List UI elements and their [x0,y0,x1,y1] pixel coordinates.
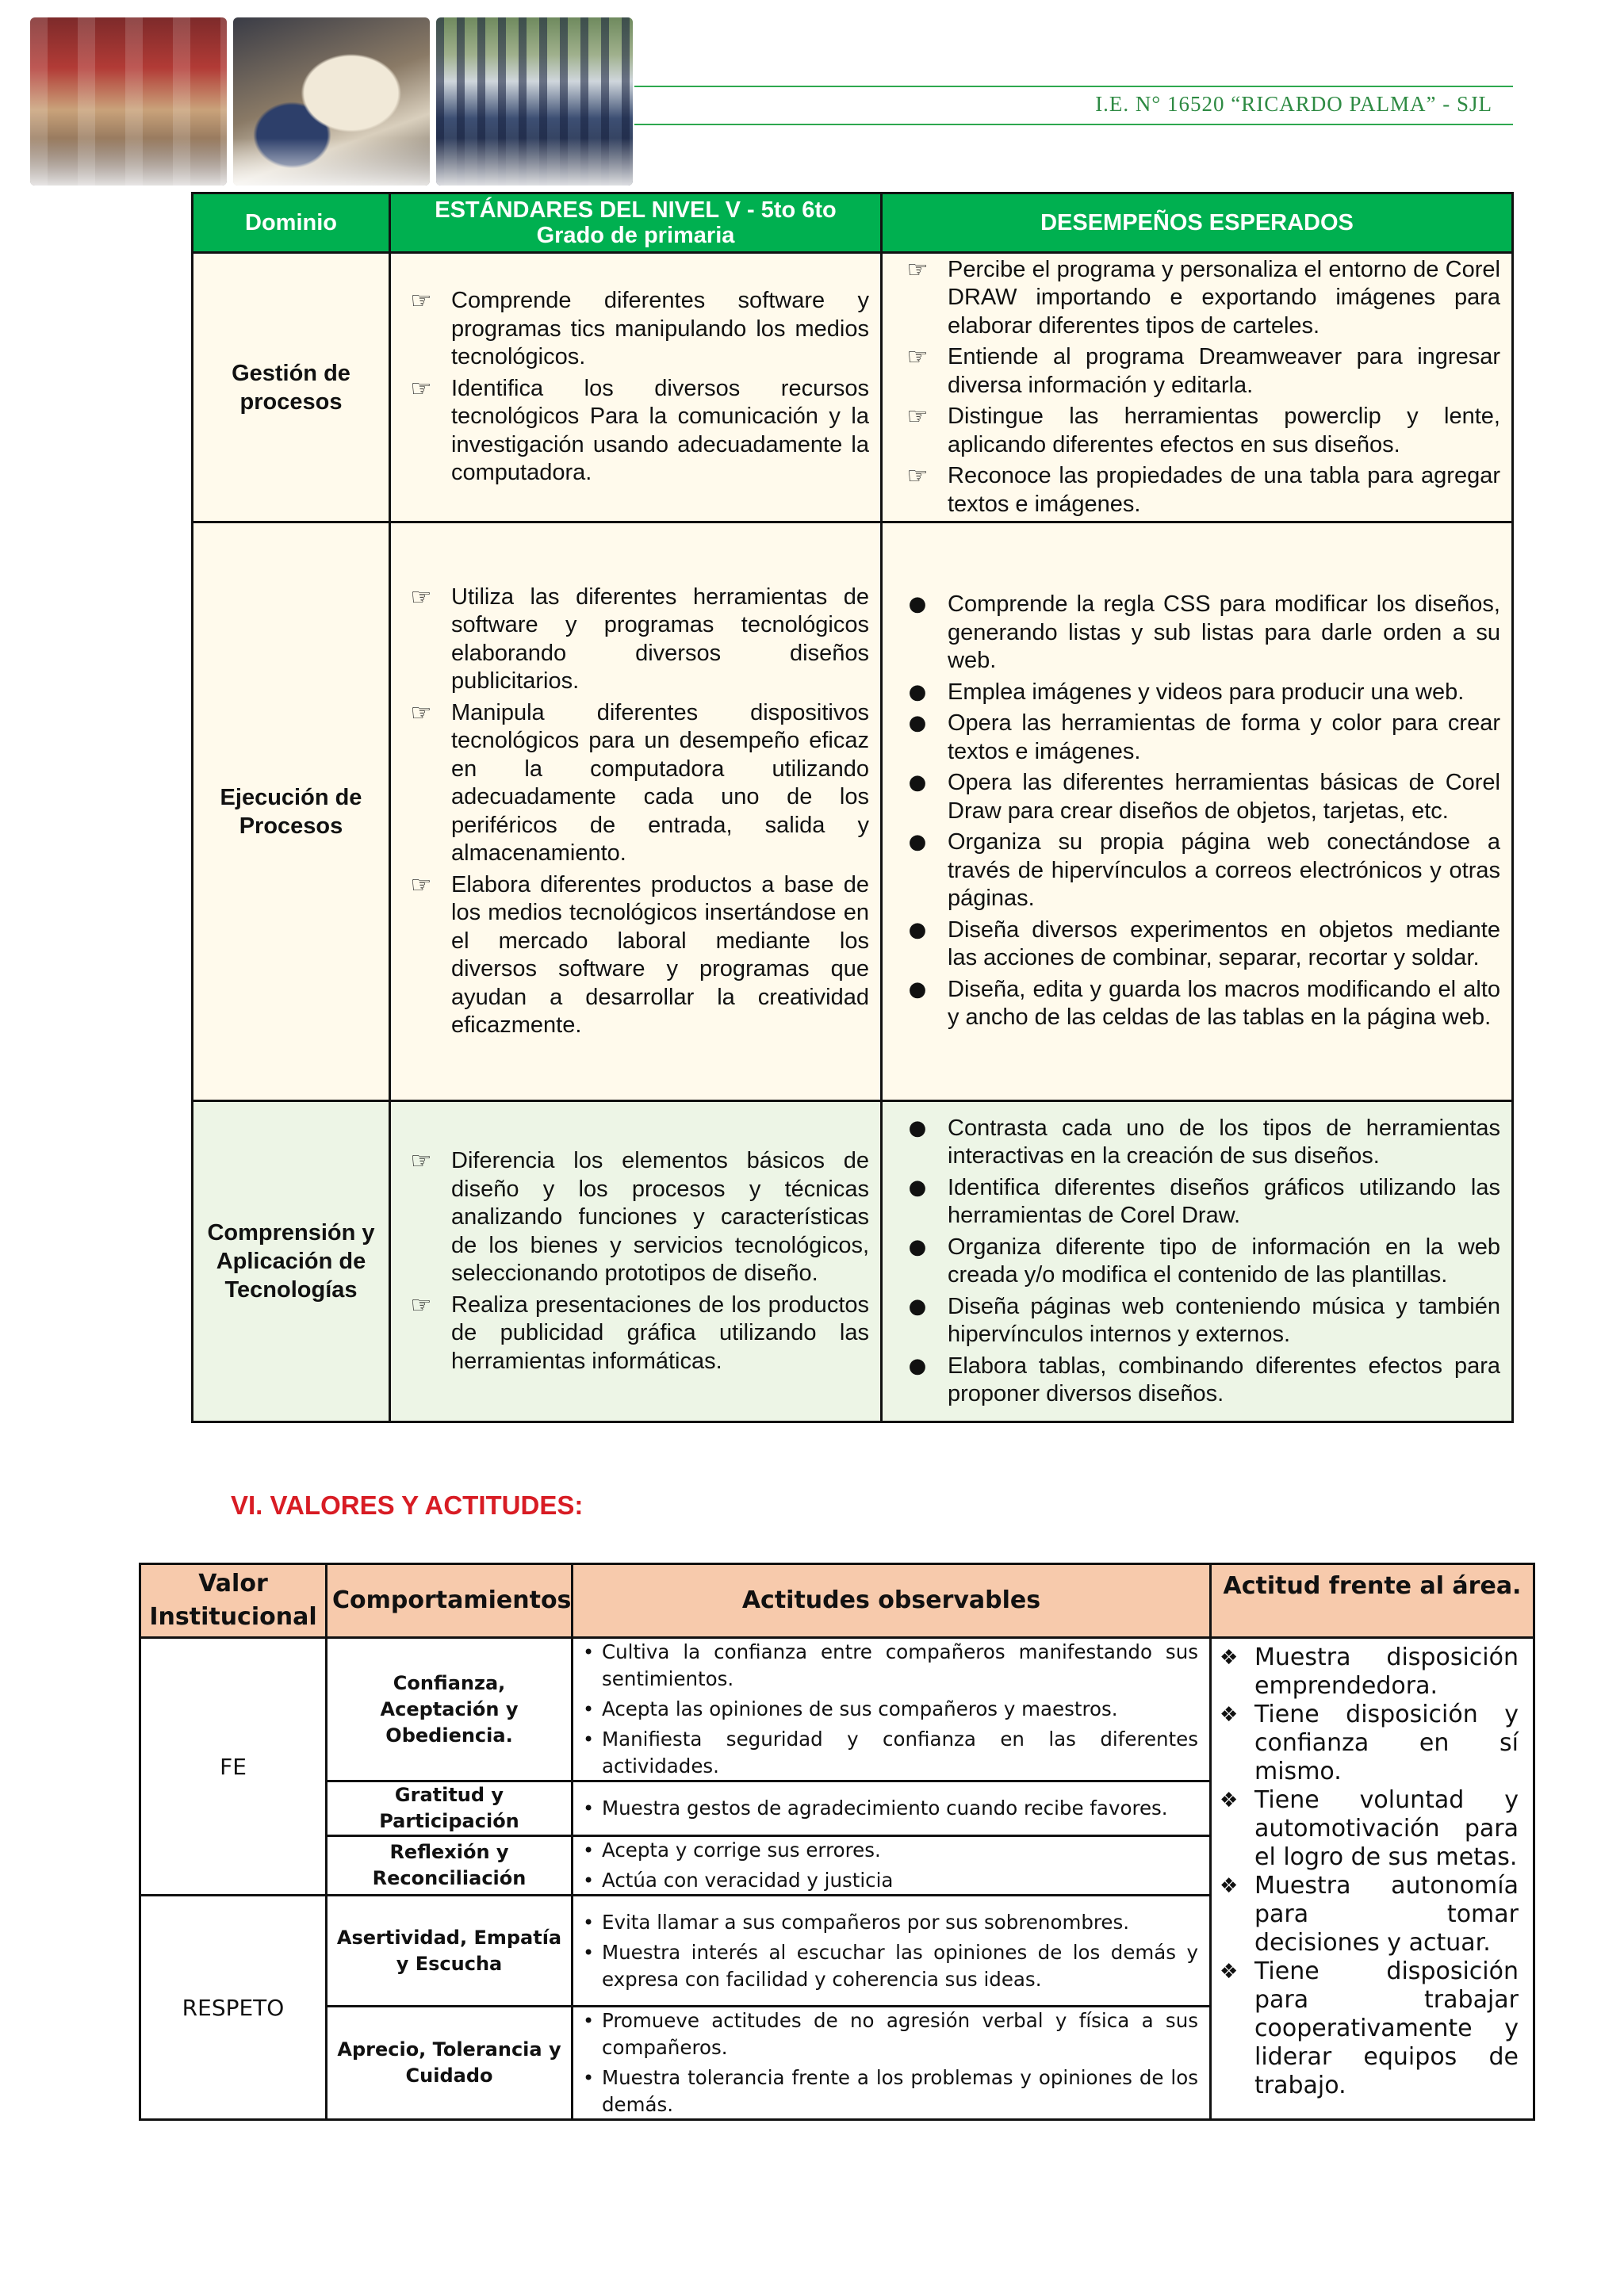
observable-cell [573,1638,1211,1781]
attitude-item: ❖ Muestra autonomía para tomar decisiones y actuar. [1218,1872,1519,1957]
performances-cell [882,1101,1513,1422]
school-name: I.E. N° 16520 “RICARDO PALMA” - SJL [1095,92,1492,116]
bullet-icon: ● [908,1115,927,1140]
standard-item: ☞ Diferencia los elementos básicos de diseño y los procesos y técnicas analizando funciones y características de los bienes y servicios tecnológicos, seleccionando prototipos de diseño. [400,1147,869,1288]
observable-item: • Evita llamar a sus compañeros por sus sobrenombres. [580,1909,1198,1936]
observable-item: • Acepta y corrige sus errores. [580,1837,1198,1864]
performance-item: ☞ Reconoce las propiedades de una tabla para agregar textos e imágenes. [897,462,1500,519]
performance-item: ☞ Entiende al programa Dreamweaver para ingresar diversa información y editarla. [897,343,1500,400]
observable-item: • Cultiva la confianza entre compañeros manifestando sus sentimientos. [580,1639,1198,1693]
bullet-icon: ● [908,1234,927,1259]
performance-item: ● Diseña diversos experimentos en objetos mediante las acciones de combinar, separar, recortar y soldar. [897,916,1500,973]
students-writing-photo [233,17,430,186]
header-photo-strip [30,17,633,186]
pointing-hand-icon: ☞ [906,255,929,284]
values-table [139,1563,1535,2121]
header-value: Valor Institucional [140,1564,327,1638]
behavior-cell: Aprecio, Tolerancia y Cuidado [327,2007,573,2120]
attitude-item: ❖ Muestra disposición emprendedora. [1218,1644,1519,1701]
competency-row [193,253,1513,522]
pointing-hand-icon: ☞ [410,1147,432,1175]
performance-item: ● Comprende la regla CSS para modificar los diseños, generando listas y sub listas para darle orden a su web. [897,591,1500,675]
standards-cell [390,522,882,1101]
performance-item: ● Diseña páginas web conteniendo música y también hipervínculos internos y externos. [897,1293,1500,1349]
header-performances: DESEMPEÑOS ESPERADOS [882,193,1513,253]
attitude-item: ❖ Tiene voluntad y automotivación para el logro de sus metas. [1218,1786,1519,1872]
section-title: VI. VALORES Y ACTITUDES: [231,1490,584,1520]
bullet-icon: ● [908,977,927,1001]
competencies-header-row [193,193,1513,253]
bullet-icon: ● [908,771,927,795]
competency-row [193,522,1513,1101]
domain-cell: Ejecución de Procesos [193,522,390,1101]
domain-cell: Comprensión y Aplicación de Tecnologías [193,1101,390,1422]
observable-cell [573,2007,1211,2120]
pointing-hand-icon: ☞ [410,374,432,403]
behavior-cell: Reflexión y Reconciliación [327,1836,573,1896]
observable-item: • Muestra tolerancia frente a los problemas y opiniones de los demás. [580,2064,1198,2118]
values-row [140,1638,1534,1781]
behavior-cell: Gratitud y Participación [327,1781,573,1836]
standards-cell [390,253,882,522]
header-behaviors: Comportamientos [327,1564,573,1638]
standard-item: ☞ Utiliza las diferentes herramientas de software y programas tecnológicos elaborando diversos diseños publicitarios. [400,584,869,696]
performance-item: ☞ Distingue las herramientas powerclip y lente, aplicando diferentes efectos en sus diseños. [897,403,1500,459]
performance-item: ● Opera las herramientas de forma y color para crear textos e imágenes. [897,710,1500,766]
header-domain: Dominio [193,193,390,253]
observable-cell [573,1781,1211,1836]
observable-item: • Acepta las opiniones de sus compañeros y maestros. [580,1696,1198,1723]
performance-item: ● Organiza su propia página web conectándose a través de hipervínculos a correos electrónicos y otras páginas. [897,828,1500,913]
attitude-item: ❖ Tiene disposición y confianza en sí mismo. [1218,1701,1519,1786]
header-attitude: Actitud frente al área. [1211,1564,1534,1638]
standard-item: ☞ Identifica los diversos recursos tecnológicos Para la comunicación y la investigación usando adecuadamente la computadora. [400,375,869,488]
pointing-hand-icon: ☞ [410,287,432,316]
bullet-icon: ● [908,1294,927,1318]
domain-cell: Gestión de procesos [193,253,390,522]
bullet-icon: ● [908,592,927,617]
standard-item: ☞ Realiza presentaciones de los productos de publicidad gráfica utilizando las herramientas informáticas. [400,1292,869,1376]
observable-item: • Actúa con veracidad y justicia [580,1867,1198,1894]
bullet-icon: ● [908,830,927,855]
standard-item: ☞ Manipula diferentes dispositivos tecnológicos para un desempeño eficaz en la computadora utilizando adecuadamente cada uno de los periféricos de entrada, salida y almacenamiento. [400,699,869,868]
pointing-hand-icon: ☞ [906,403,929,431]
header-observable: Actitudes observables [573,1564,1211,1638]
attitude-cell [1211,1638,1534,2120]
observable-item: • Manifiesta seguridad y confianza en las diferentes actividades. [580,1726,1198,1780]
pointing-hand-icon: ☞ [410,583,432,611]
performance-item: ☞ Percibe el programa y personaliza el entorno de Corel DRAW importando e exportando imágenes para elaborar diferentes tipos de carteles. [897,256,1500,341]
bullet-icon: ● [908,679,927,704]
performance-item: ● Elabora tablas, combinando diferentes efectos para proponer diversos diseños. [897,1353,1500,1409]
header-rule-top [634,86,1513,87]
behavior-cell: Confianza, Aceptación y Obediencia. [327,1638,573,1781]
standard-item: ☞ Elabora diferentes productos a base de los medios tecnológicos insertándose en el mercado laboral mediante los diversos software y programas que ayudan a desarrollar la creatividad eficazmente. [400,871,869,1040]
classroom-photo [30,17,227,186]
header-standards: ESTÁNDARES DEL NIVEL V - 5to 6to Grado de primaria [390,193,882,253]
behavior-cell: Asertividad, Empatía y Escucha [327,1896,573,2007]
bullet-icon: ● [908,917,927,942]
observable-item: • Promueve actitudes de no agresión verbal y física a sus compañeros. [580,2007,1198,2061]
standards-cell [390,1101,882,1422]
pointing-hand-icon: ☞ [410,698,432,727]
performances-cell [882,253,1513,522]
pointing-hand-icon: ☞ [410,871,432,899]
pointing-hand-icon: ☞ [906,343,929,372]
header-rule-bottom [634,124,1513,125]
performance-item: ● Identifica diferentes diseños gráficos utilizando las herramientas de Corel Draw. [897,1174,1500,1230]
performance-item: ● Contrasta cada uno de los tipos de herramientas interactivas en la creación de sus diseños. [897,1115,1500,1171]
value-cell: FE [140,1638,327,1896]
performances-cell [882,522,1513,1101]
observable-item: • Muestra gestos de agradecimiento cuando recibe favores. [580,1795,1198,1822]
competencies-table [191,192,1514,1423]
value-cell: RESPETO [140,1896,327,2120]
bullet-icon: ● [908,1353,927,1378]
pointing-hand-icon: ☞ [906,462,929,491]
values-header-row [140,1564,1534,1638]
competency-row [193,1101,1513,1422]
attitude-item: ❖ Tiene disposición para trabajar cooperativamente y liderar equipos de trabajo. [1218,1957,1519,2100]
standard-item: ☞ Comprende diferentes software y programas tics manipulando los medios tecnológicos. [400,287,869,372]
school-assembly-photo [436,17,633,186]
pointing-hand-icon: ☞ [410,1291,432,1319]
observable-item: • Muestra interés al escuchar las opiniones de los demás y expresa con facilidad y coherencia sus ideas. [580,1939,1198,1993]
performance-item: ● Emplea imágenes y videos para producir una web. [897,679,1500,707]
bullet-icon: ● [908,1175,927,1200]
observable-cell [573,1836,1211,1896]
performance-item: ● Organiza diferente tipo de información en la web creada y/o modifica el contenido de las plantillas. [897,1234,1500,1290]
bullet-icon: ● [908,711,927,736]
performance-item: ● Opera las diferentes herramientas básicas de Corel Draw para crear diseños de objetos, tarjetas, etc. [897,769,1500,825]
performance-item: ● Diseña, edita y guarda los macros modificando el alto y ancho de las celdas de las tablas en la página web. [897,976,1500,1032]
observable-cell [573,1896,1211,2007]
